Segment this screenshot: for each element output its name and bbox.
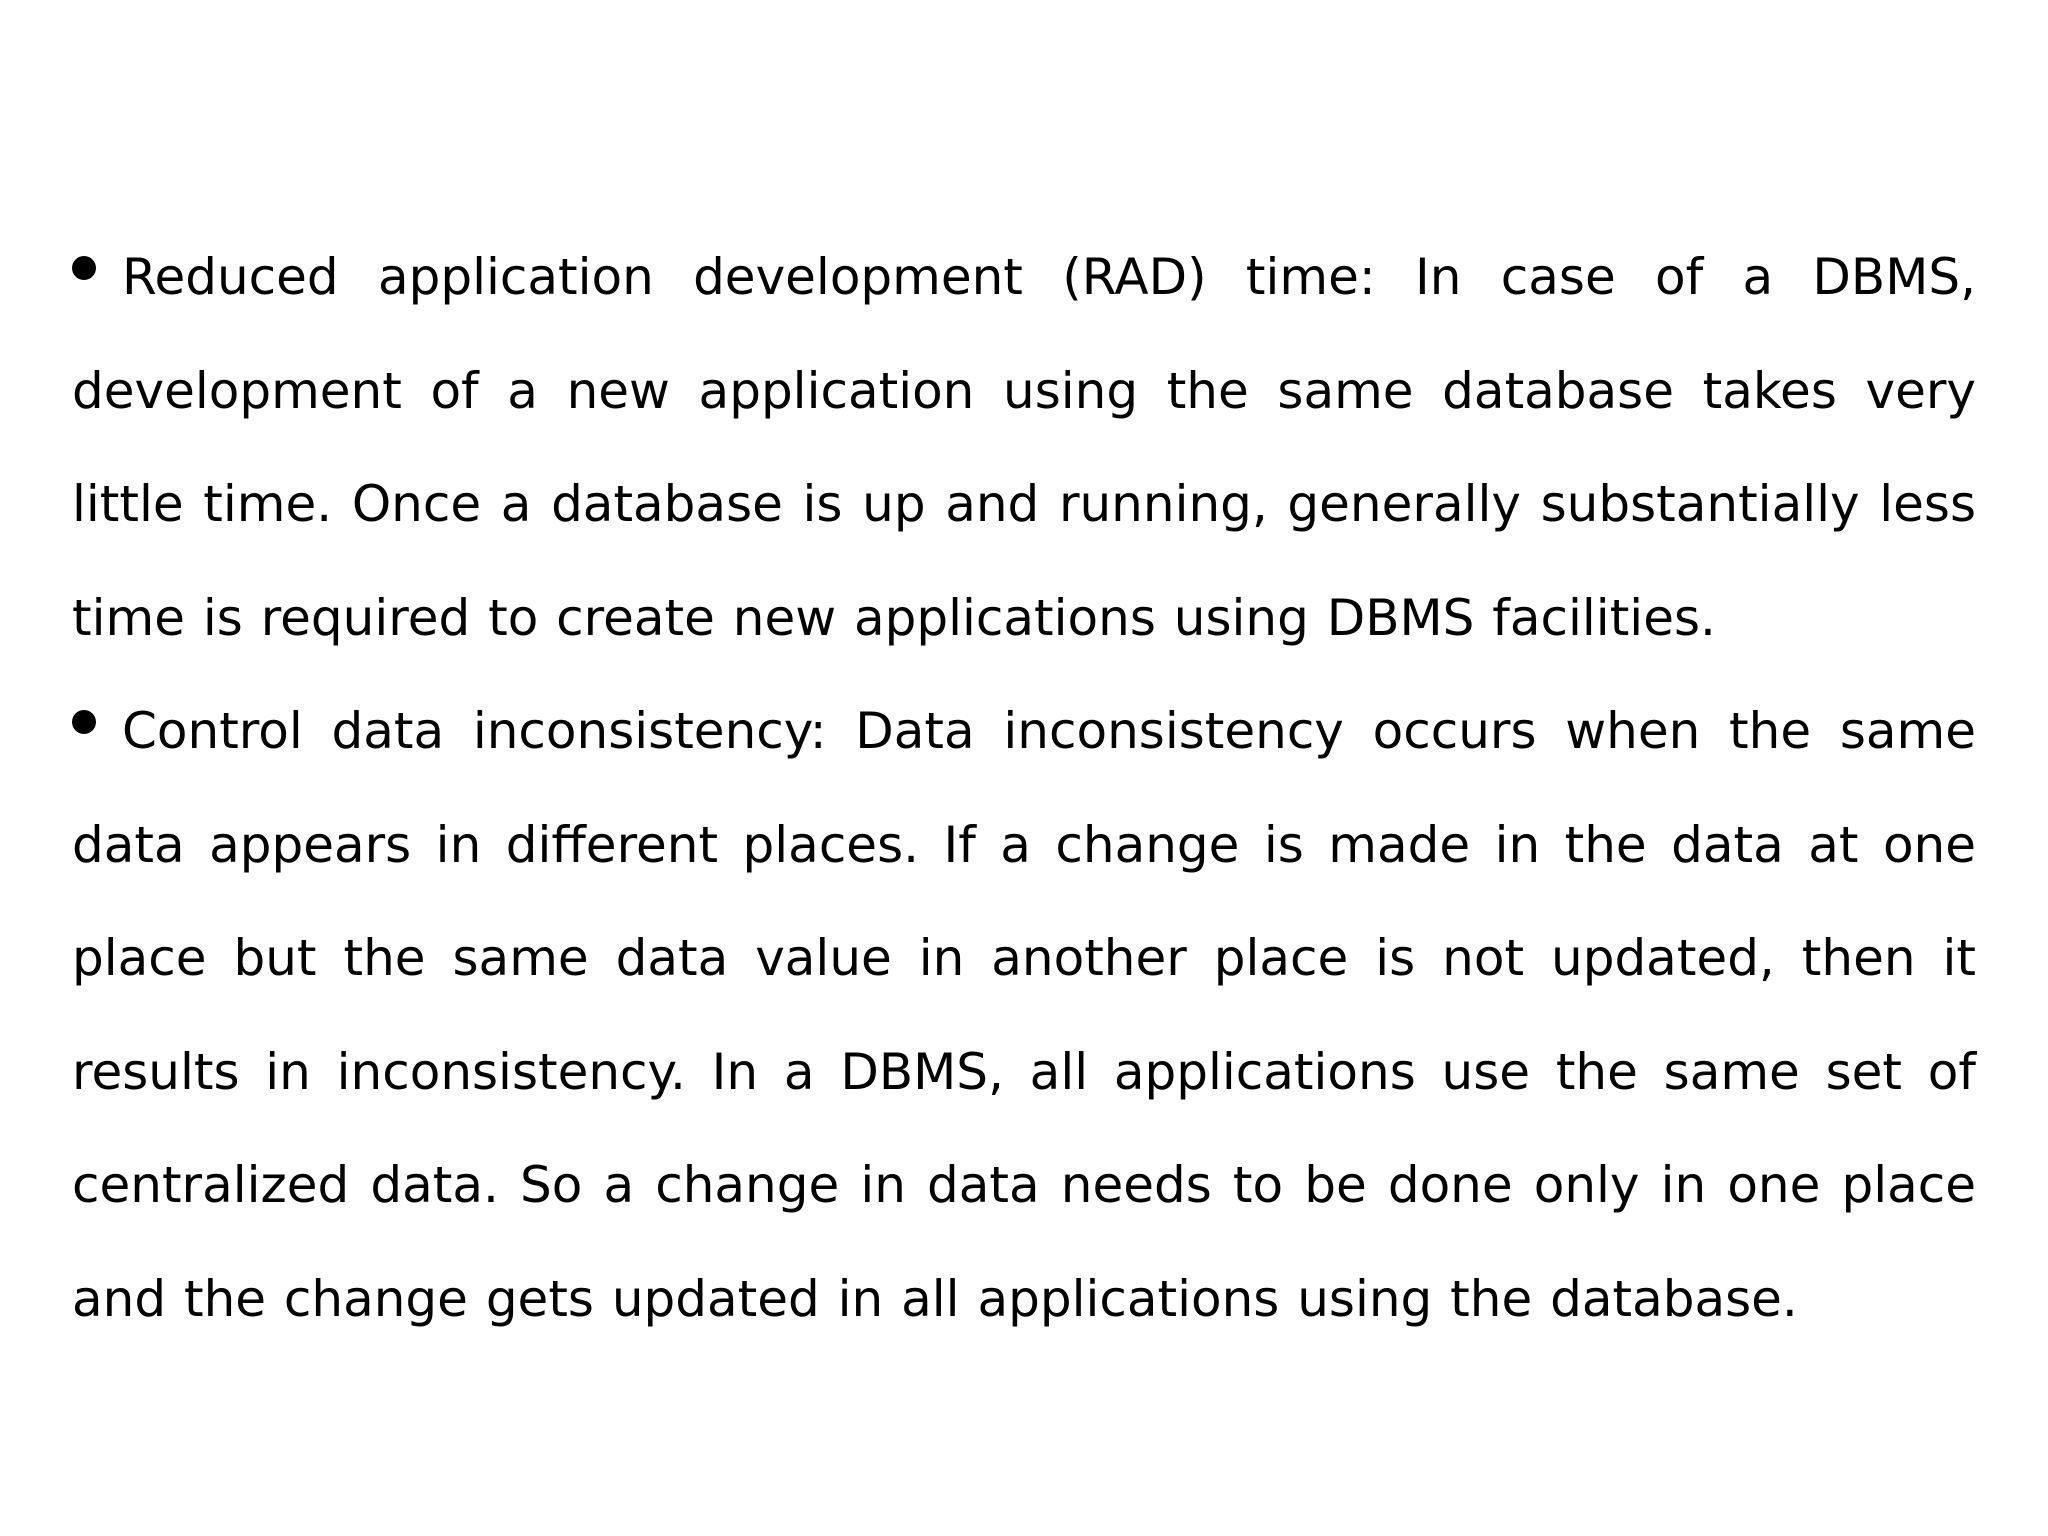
bullet-list	[72, 221, 1976, 1356]
bullet-text: Reduced application development (RAD) time: In case of a DBMS, development of a new application using the same database takes very little time. Once a database is up and running, generally substantially less time is required to create new applications using DBMS facilities.	[72, 248, 1976, 647]
bullet-item-data-inconsistency	[72, 675, 1976, 1356]
bullet-dot-icon	[72, 256, 96, 280]
bullet-text: Control data inconsistency: Data inconsistency occurs when the same data appears in different places. If a change is made in the data at one place but the same data value in another place is not updated, then it results in inconsistency. In a DBMS, all applications use the same set of centralized data. So a change in data needs to be done only in one place and the change gets updated in all applications using the database.	[72, 702, 1976, 1328]
bullet-item-rad-time	[72, 221, 1976, 675]
bullet-dot-icon	[72, 710, 96, 734]
